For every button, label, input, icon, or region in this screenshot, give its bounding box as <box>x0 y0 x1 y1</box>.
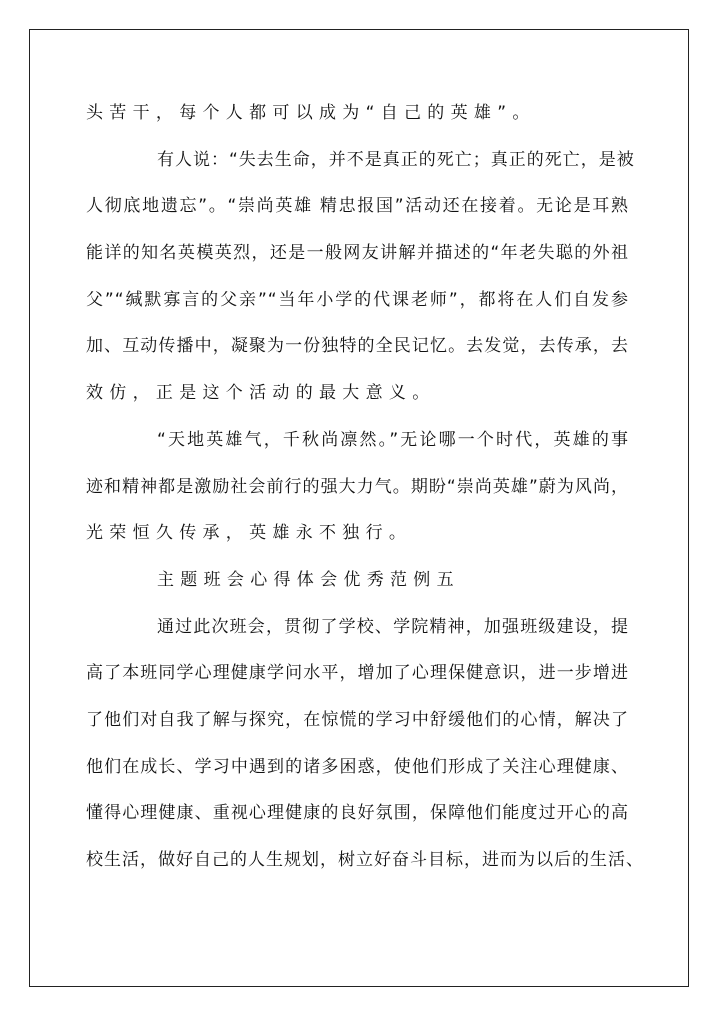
document-body <box>86 97 644 891</box>
text-line: 主题班会心得体会优秀范例五 <box>157 569 460 590</box>
text-line: 父”“缄默寡言的父亲”“当年小学的代课老师”，都将在人们自发参 <box>86 289 629 310</box>
text-line: 光荣恒久传承，英雄永不独行。 <box>86 523 413 544</box>
paragraph <box>86 97 629 144</box>
section-heading <box>86 564 629 611</box>
text-line: 通过此次班会，贯彻了学校、学院精神，加强班级建设，提 <box>157 616 629 637</box>
text-line: 高了本班同学心理健康学问水平，增加了心理保健意识，进一步增进 <box>86 663 629 684</box>
text-line: 了他们对自我了解与探究，在惊慌的学习中舒缓他们的心情，解决了 <box>86 709 629 730</box>
paragraph <box>86 424 629 564</box>
text-line: 人彻底地遗忘”。“崇尚英雄 精忠报国”活动还在接着。无论是耳熟 <box>86 196 629 217</box>
text-line: 校生活，做好自己的人生规划，树立好奋斗目标，进而为以后的生活、 <box>86 850 644 870</box>
text-line: 效仿，正是这个活动的最大意义。 <box>86 383 436 404</box>
text-line: 有人说：“失去生命，并不是真正的死亡；真正的死亡，是被 <box>157 149 635 170</box>
paragraph <box>86 611 644 891</box>
text-line: 他们在成长、学习中遇到的诸多困惑，使他们形成了关注心理健康、 <box>86 756 629 777</box>
text-line: 加、互动传播中，凝聚为一份独特的全民记忆。去发觉，去传承，去 <box>86 336 629 357</box>
text-line: 懂得心理健康、重视心理健康的良好氛围，保障他们能度过开心的高 <box>86 803 629 824</box>
text-line: 头苦干，每个人都可以成为“自己的英雄”。 <box>86 103 536 123</box>
text-line: 迹和精神都是激励社会前行的强大力气。期盼“崇尚英雄”蔚为风尚， <box>86 476 629 497</box>
text-line: 能详的知名英模英烈，还是一般网友讲解并描述的“年老失聪的外祖 <box>86 243 629 264</box>
paragraph <box>86 144 635 424</box>
text-line: “天地英雄气，千秋尚凛然。”无论哪一个时代，英雄的事 <box>157 429 629 450</box>
